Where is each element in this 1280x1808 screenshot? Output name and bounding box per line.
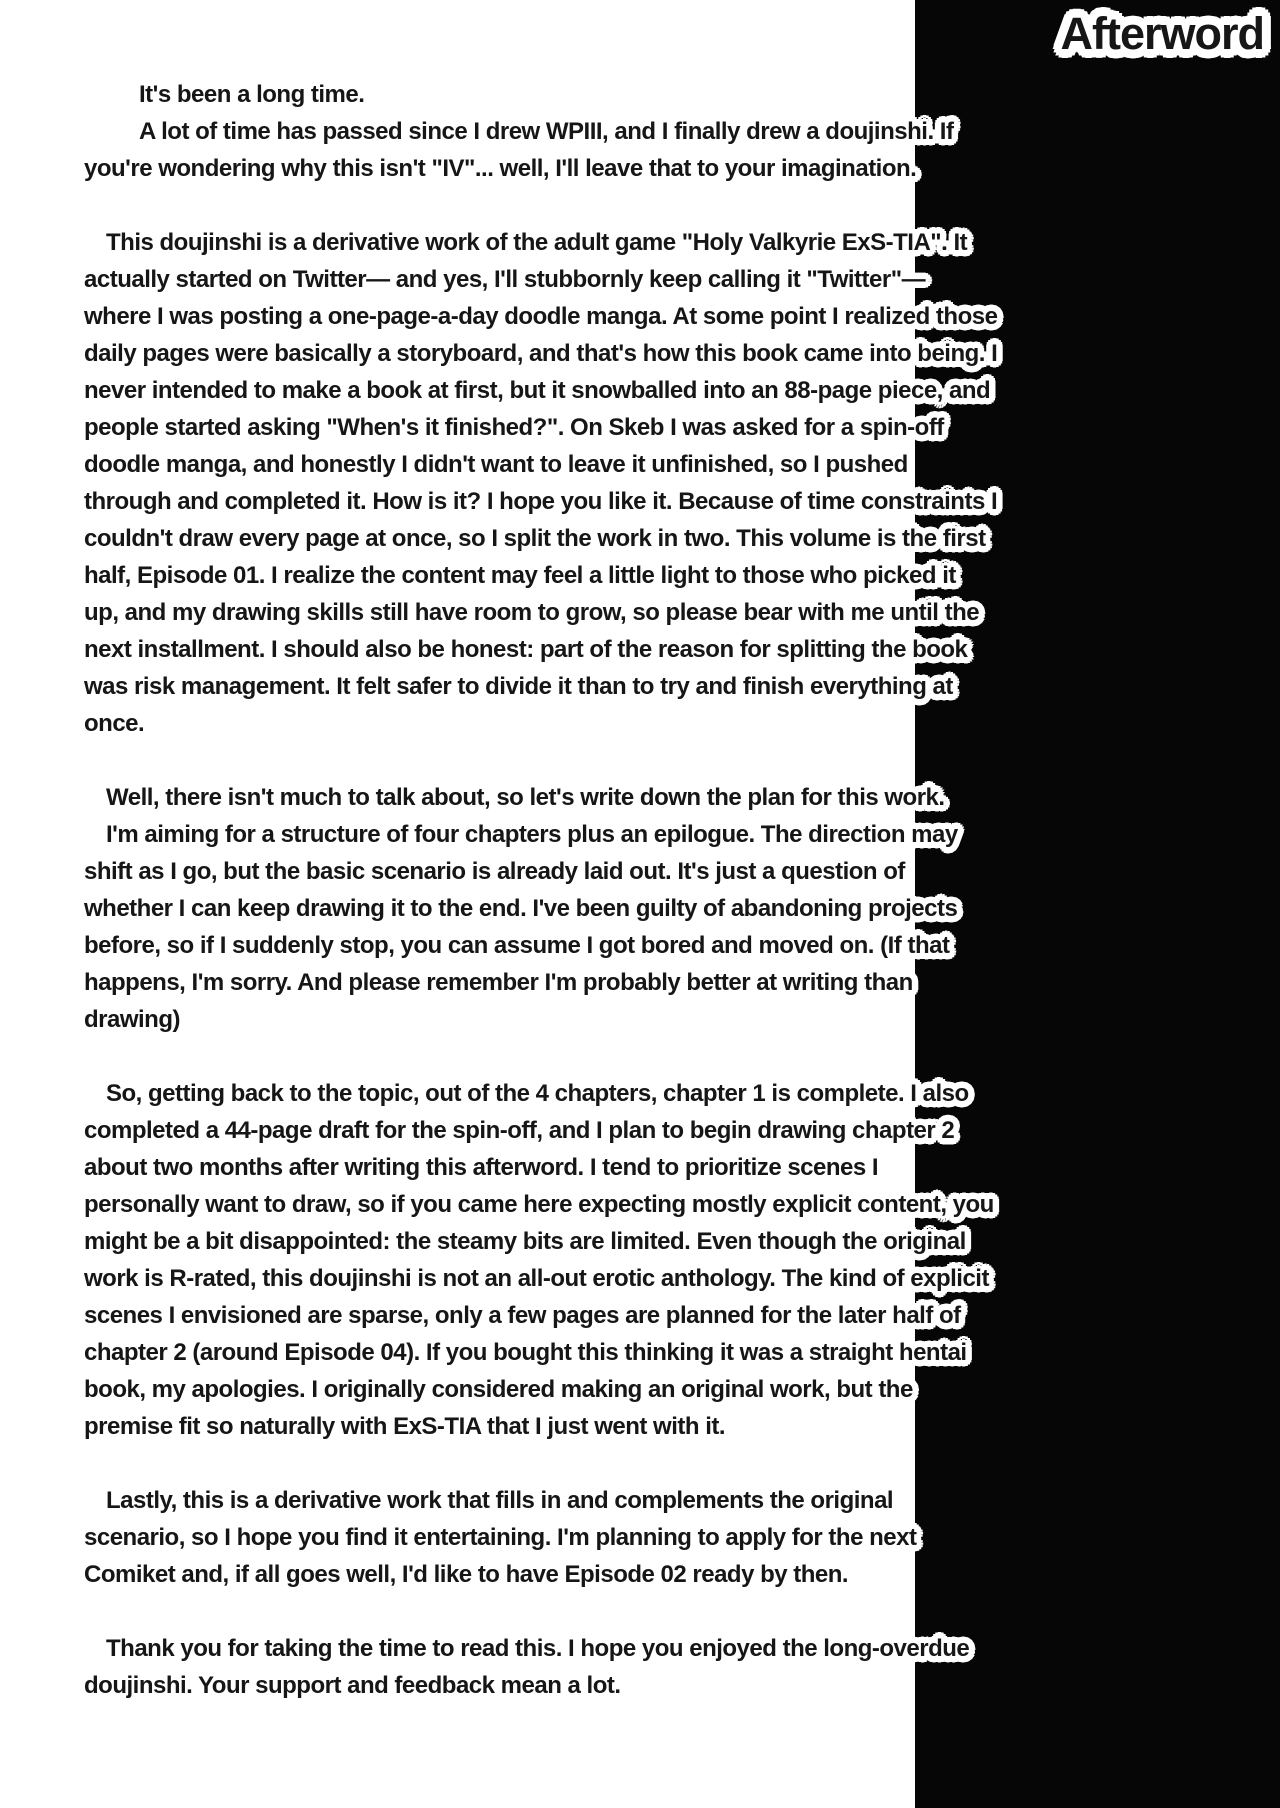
- text-line: happens, I'm sorry. And please remember I'm probably better at writing than: [84, 969, 913, 996]
- text-line: where I was posting a one-page-a-day doodle manga. At some point I realized those: [84, 303, 998, 330]
- text-line: through and completed it. How is it? I hope you like it. Because of time constraints I: [84, 488, 998, 515]
- paragraph: [84, 1630, 997, 1704]
- text-line: Comiket and, if all goes well, I'd like to have Episode 02 ready by then.: [84, 1561, 849, 1588]
- text-line: Well, there isn't much to talk about, so let's write down the plan for this work.: [106, 784, 945, 811]
- text-line: people started asking "When's it finished?". On Skeb I was asked for a spin-off: [84, 414, 944, 441]
- paragraph: [84, 224, 997, 742]
- text-line: premise fit so naturally with ExS-TIA that I just went with it.: [84, 1413, 726, 1440]
- text-line: actually started on Twitter— and yes, I'll stubbornly keep calling it "Twitter"—: [84, 266, 926, 293]
- text-line: couldn't draw every page at once, so I split the work in two. This volume is the first: [84, 525, 986, 552]
- afterword-body: [84, 76, 997, 1741]
- text-line: whether I can keep drawing it to the end. I've been guilty of abandoning projects: [84, 895, 958, 922]
- text-line: might be a bit disappointed: the steamy bits are limited. Even though the original: [84, 1228, 966, 1255]
- paragraph: [84, 1075, 997, 1445]
- text-line: once.: [84, 710, 145, 737]
- text-line: up, and my drawing skills still have room to grow, so please bear with me until the: [84, 599, 980, 626]
- text-line: never intended to make a book at first, but it snowballed into an 88-page piece, and: [84, 377, 991, 404]
- text-line: A lot of time has passed since I drew WPIII, and I finally drew a doujinshi. If: [139, 118, 954, 145]
- text-line: work is R-rated, this doujinshi is not an all-out erotic anthology. The kind of explicit: [84, 1265, 989, 1292]
- text-line: chapter 2 (around Episode 04). If you bought this thinking it was a straight hentai: [84, 1339, 967, 1366]
- page-title: Afterword: [1060, 8, 1264, 59]
- text-line: doujinshi. Your support and feedback mean a lot.: [84, 1672, 621, 1699]
- text-line: daily pages were basically a storyboard, and that's how this book came into being. I: [84, 340, 998, 367]
- text-line: I'm aiming for a structure of four chapters plus an epilogue. The direction may: [106, 821, 958, 848]
- text-line: drawing): [84, 1006, 180, 1033]
- text-line: before, so if I suddenly stop, you can assume I got bored and moved on. (If that: [84, 932, 950, 959]
- text-line: next installment. I should also be honest: part of the reason for splitting the book: [84, 636, 968, 663]
- text-line: scenes I envisioned are sparse, only a few pages are planned for the later half of: [84, 1302, 961, 1329]
- text-line: doodle manga, and honestly I didn't want to leave it unfinished, so I pushed: [84, 451, 908, 478]
- paragraph: [84, 76, 997, 187]
- text-line: you're wondering why this isn't "IV"... well, I'll leave that to your imagination.: [84, 155, 917, 182]
- paragraph: [84, 779, 997, 1038]
- text-line: So, getting back to the topic, out of the 4 chapters, chapter 1 is complete. I also: [106, 1080, 969, 1107]
- text-line: scenario, so I hope you find it entertaining. I'm planning to apply for the next: [84, 1524, 917, 1551]
- paragraph: [84, 1482, 997, 1593]
- text-line: about two months after writing this afterword. I tend to prioritize scenes I: [84, 1154, 879, 1181]
- text-line: shift as I go, but the basic scenario is already laid out. It's just a question of: [84, 858, 905, 885]
- text-line: Lastly, this is a derivative work that fills in and complements the original: [106, 1487, 894, 1514]
- text-line: personally want to draw, so if you came here expecting mostly explicit content, you: [84, 1191, 994, 1218]
- text-line: It's been a long time.: [139, 81, 365, 108]
- text-line: completed a 44-page draft for the spin-off, and I plan to begin drawing chapter 2: [84, 1117, 955, 1144]
- text-line: half, Episode 01. I realize the content may feel a little light to those who picked it: [84, 562, 956, 589]
- text-line: Thank you for taking the time to read this. I hope you enjoyed the long-overdue: [106, 1635, 970, 1662]
- text-line: was risk management. It felt safer to divide it than to try and finish everything at: [84, 673, 953, 700]
- text-line: This doujinshi is a derivative work of the adult game "Holy Valkyrie ExS-TIA". It: [106, 229, 968, 256]
- text-line: book, my apologies. I originally considered making an original work, but the: [84, 1376, 913, 1403]
